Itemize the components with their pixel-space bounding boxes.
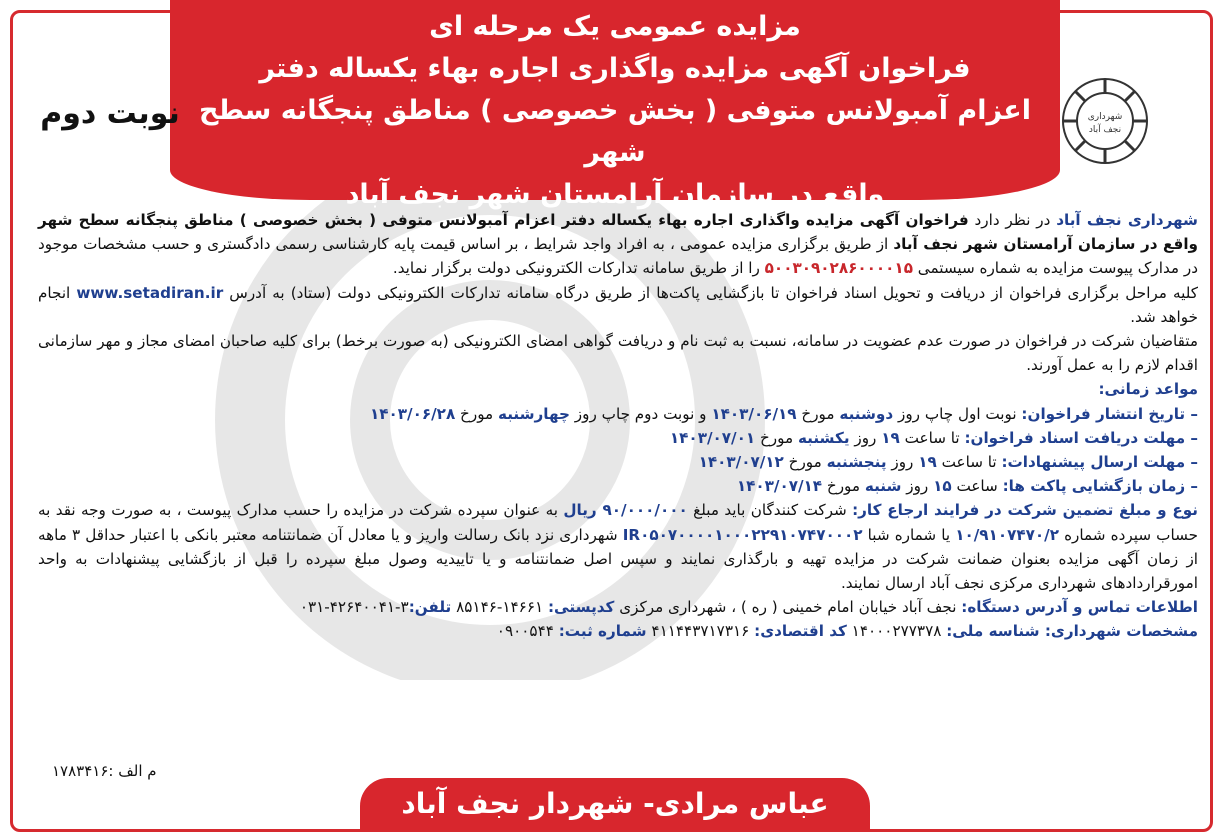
header-line-2: فراخوان آگهی مزایده واگذاری اجاره بهاء یکساله دفتر — [259, 53, 971, 84]
contact-info: اطلاعات تماس و آدرس دستگاه: نجف آباد خیابان امام خمینی ( ره ) ، شهرداری مرکزی کدپستی: ۸۵۱۴۶-۱۴۶۶۱ تلفن: ۰۳۱-۴۲۶۴۰۰۴۱-۳ — [295, 598, 1198, 617]
schedule-title: مواعد زمانی: — [1098, 380, 1198, 399]
header-line-4: واقع در سازمان آرامستان شهر نجف آباد — [345, 179, 885, 210]
schedule-row-publish: – تاریخ انتشار فراخوان: نوبت اول چاپ روز دوشنبه مورخ ۱۴۰۳/۰۶/۱۹ و نوبت دوم چاپ روز چهارشنبه مورخ ۱۴۰۳/۰۶/۲۸ — [369, 404, 1198, 423]
publication-stamp: م الف :۱۷۸۳۴۱۶ — [52, 762, 157, 780]
setad-link[interactable]: www.setadiran.ir — [76, 283, 224, 302]
header-line-3: اعزام آمبولانس متوفی ( بخش خصوصی ) مناطق پنجگانه سطح شهر — [199, 95, 1031, 168]
seal-icon — [1060, 76, 1150, 166]
system-number: ۵۰۰۳۰۹۰۲۸۶۰۰۰۰۱۵ — [764, 259, 913, 278]
guarantee-paragraph: نوع و مبلغ تضمین شرکت در فرایند ارجاع کار: شرکت کنندگان باید مبلغ ۹۰/۰۰۰/۰۰۰ ریال به عنوان سپرده شرکت در مزایده را حسب مدارک پیوست ، به صورت وجه نقد به حساب سپرده شماره ۱۰/۹۱۰۷۴۷۰/۲ یا شماره شبا IR۰۵۰۷۰۰۰۰۱۰۰۰۲۲۹۱۰۷۴۷۰۰۰۲ شهرداری نزد بانک رسالت واریز و یا معادل آن ضمانتنامه معتبر بانکی با اعتبار حداقل ۳ ماهه از زمان آگهی مزایده بعنوان ضمانت شرکت در مزایده تهیه و بارگذاری نمایند و سپس اصل ضمانتنامه و یا تاییدیه وصول مبلغ سپرده را قبل از بازگشایی پیشنهادات به واحد امورقراردادهای شهرداری مرکزی نجف آباد ارسال نمایند. — [38, 501, 1199, 593]
schedule-row-submit: – مهلت ارسال پیشنهادات: تا ساعت ۱۹ روز پنجشنبه مورخ ۱۴۰۳/۰۷/۱۲ — [698, 453, 1198, 472]
intro-paragraph-3: متقاضیان شرکت در فراخوان در صورت عدم عضویت در سامانه، نسبت به ثبت نام و دریافت گواهی امضای الکترونیکی (به صورت برخط) برای کلیه صاحبان امضای مجاز و مهر سازمانی اقدام لازم را به عمل آورند. — [38, 332, 1198, 375]
logo-text-1: شهرداری — [1087, 112, 1123, 122]
logo-text-2: نجف آباد — [1088, 125, 1122, 135]
schedule-row-open: – زمان بازگشایی پاکت ها: ساعت ۱۵ روز شنبه مورخ ۱۴۰۳/۰۷/۱۴ — [736, 477, 1198, 496]
header-line-1: مزایده عمومی یک مرحله ای — [429, 11, 801, 42]
schedule-row-docs: – مهلت دریافت اسناد فراخوان: تا ساعت ۱۹ روز یکشنبه مورخ ۱۴۰۳/۰۷/۰۱ — [669, 428, 1198, 447]
announcement-body — [38, 208, 1198, 644]
footer-banner: عباس مرادی- شهردار نجف آباد — [360, 778, 870, 830]
header-banner — [170, 0, 1060, 210]
municipality-info: مشخصات شهرداری: شناسه ملی: ۱۴۰۰۰۲۷۷۳۷۸ کد اقتصادی: ۴۱۱۴۴۳۷۱۷۳۱۶ شماره ثبت: ۰۹۰۰۵۴۴ — [496, 622, 1198, 641]
intro-paragraph-1: شهرداری نجف آباد در نظر دارد فراخوان آگهی مزایده واگذاری اجاره بهاء یکساله دفتر اعزام آمبولانس متوفی ( بخش خصوصی ) مناطق پنجگانه سطح شهر واقع در سازمان آرامستان شهر نجف آباد از طریق برگزاری مزایده عمومی ، به افراد واجد شرایط ، بر اساس قیمت پایه کارشناسی رسمی دادگستری و حسب مشخصات موجود در مدارک پیوست مزایده به شماره سیستمی ۵۰۰۳۰۹۰۲۸۶۰۰۰۰۱۵ را از طریق سامانه تدارکات الکترونیکی دولت برگزار نماید. — [38, 211, 1198, 278]
round-label: نوبت دوم — [40, 96, 180, 131]
intro-paragraph-2: کلیه مراحل برگزاری فراخوان از دریافت و تحویل اسناد فراخوان تا بازگشایی پاکت‌ها از طریق درگاه سامانه تدارکات الکترونیکی دولت (ستاد) به آدرس www.setadiran.ir انجام خواهد شد. — [38, 283, 1199, 326]
